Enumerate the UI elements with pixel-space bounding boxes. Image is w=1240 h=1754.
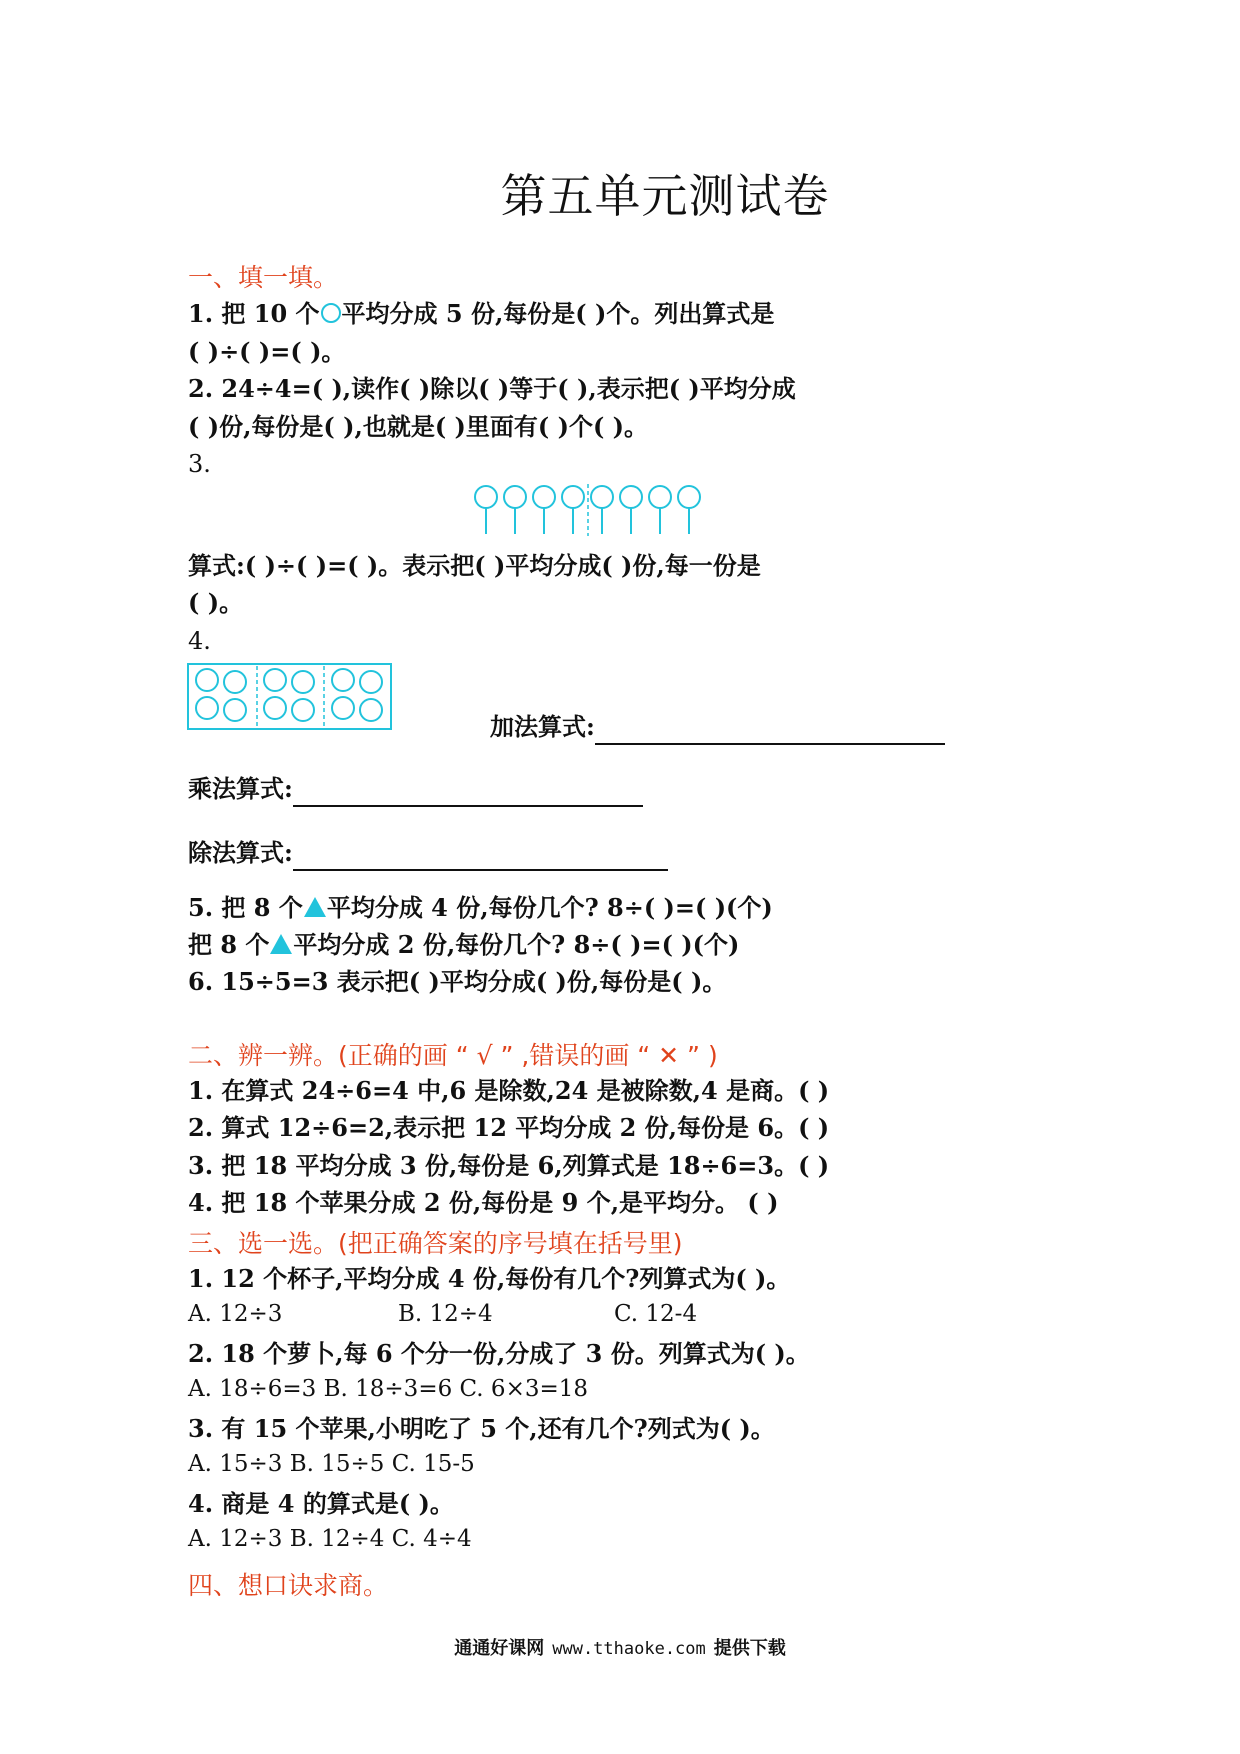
q4-addition-row [490, 709, 945, 745]
q4-multiplication-row [188, 771, 643, 807]
s2-item-1: 1. 在算式 24÷6=4 中,6 是除数,24 是被除数,4 是商。( ) [188, 1076, 830, 1105]
section-4-heading: 四、想口诀求商。 [188, 1571, 389, 1600]
q6-line: 6. 15÷5=3 表示把( )平均分成( )份,每份是( )。 [188, 967, 727, 996]
s3-q1-option-b: B. 12÷4 [398, 1301, 493, 1327]
q4-multiplication-label: 乘法算式: [188, 774, 293, 803]
lollipop-head [562, 486, 584, 508]
footer-url-link[interactable]: www.tthaoke.com [552, 1639, 706, 1659]
lollipop-head [678, 486, 700, 508]
q5-line-a [188, 890, 773, 926]
q1-line-a [188, 296, 774, 332]
lollipop-head [649, 486, 671, 508]
s3-q1: 1. 12 个杯子,平均分成 4 份,每份有几个?列算式为( )。 [188, 1264, 791, 1293]
footer [0, 1634, 1240, 1660]
circle-icon [321, 303, 341, 323]
q5a-text-post: 平均分成 4 份,每份几个? 8÷( )=( )(个) [326, 893, 773, 922]
q4-division-row [188, 835, 668, 871]
q5b-text-post: 平均分成 2 份,每份几个? 8÷( )=( )(个) [293, 930, 740, 959]
s2-item-2: 2. 算式 12÷6=2,表示把 12 平均分成 2 份,每份是 6。( ) [188, 1113, 830, 1142]
lollipop-figure [472, 484, 704, 536]
s2-item-3: 3. 把 18 平均分成 3 份,每份是 6,列算式是 18÷6=3。( ) [188, 1151, 830, 1180]
footer-site-name: 通通好课网 [454, 1638, 545, 1659]
footer-suffix: 提供下载 [713, 1638, 786, 1659]
q2-line-a: 2. 24÷4=( ),读作( )除以( )等于( ),表示把( )平均分成 [188, 374, 796, 403]
q5a-text-pre: 5. 把 8 个 [188, 893, 303, 922]
q1-line-b: ( )÷( )=( )。 [188, 337, 346, 366]
q5-line-b [188, 927, 739, 963]
section-1-heading: 一、填一填。 [188, 263, 339, 292]
circle-groups-figure [187, 663, 393, 731]
triangle-icon [270, 934, 292, 954]
q1-text-post: 平均分成 5 份,每份是( )个。列出算式是 [341, 299, 775, 328]
q3-line-b: ( )。 [188, 588, 244, 617]
lollipop-head [591, 486, 613, 508]
lollipop-head [533, 486, 555, 508]
q4-number: 4. [188, 627, 211, 655]
s3-q2: 2. 18 个萝卜,每 6 个分一份,分成了 3 份。列算式为( )。 [188, 1339, 810, 1368]
q2-line-b: ( )份,每份是( ),也就是( )里面有( )个( )。 [188, 412, 649, 441]
division-answer-line[interactable] [293, 843, 668, 871]
q4-addition-label: 加法算式: [490, 712, 595, 741]
s3-q3-options: A. 15÷3 B. 15÷5 C. 15-5 [188, 1451, 475, 1477]
s3-q4: 4. 商是 4 的算式是( )。 [188, 1489, 454, 1518]
triangle-icon [304, 897, 326, 917]
lollipop-head [620, 486, 642, 508]
lollipop-head [504, 486, 526, 508]
q1-text-pre: 1. 把 10 个 [188, 299, 320, 328]
s2-item-4: 4. 把 18 个苹果分成 2 份,每份是 9 个,是平均分。 ( ) [188, 1188, 779, 1217]
q4-division-label: 除法算式: [188, 838, 293, 867]
page-title: 第五单元测试卷 [500, 169, 830, 223]
section-3-heading: 三、选一选。(把正确答案的序号填在括号里) [188, 1229, 683, 1258]
s3-q3: 3. 有 15 个苹果,小明吃了 5 个,还有几个?列式为( )。 [188, 1414, 775, 1443]
addition-answer-line[interactable] [595, 717, 945, 745]
lollipop-head [475, 486, 497, 508]
q3-number: 3. [188, 450, 211, 478]
multiplication-answer-line[interactable] [293, 779, 643, 807]
s3-q4-options: A. 12÷3 B. 12÷4 C. 4÷4 [188, 1526, 472, 1552]
q3-line-a: 算式:( )÷( )=( )。表示把( )平均分成( )份,每一份是 [188, 551, 761, 580]
section-2-heading: 二、辨一辨。(正确的画 “ √ ” ,错误的画 “ ✕ ” ) [188, 1041, 718, 1070]
s3-q2-options: A. 18÷6=3 B. 18÷3=6 C. 6×3=18 [188, 1376, 589, 1402]
s3-q1-option-c: C. 12-4 [614, 1301, 698, 1327]
q5b-text-pre: 把 8 个 [188, 930, 270, 959]
s3-q1-option-a: A. 12÷3 [188, 1301, 283, 1327]
